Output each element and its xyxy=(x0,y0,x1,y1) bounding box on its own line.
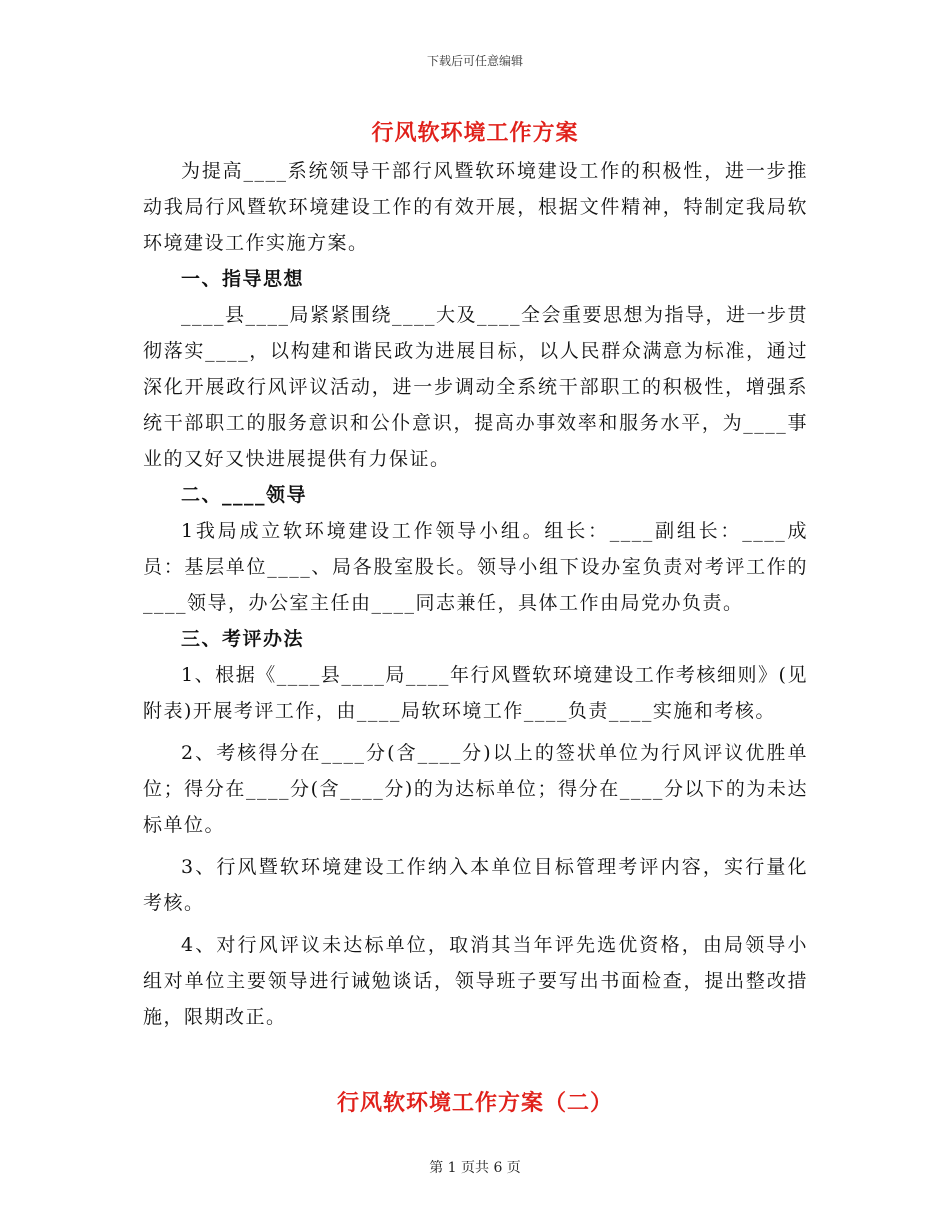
guiding-ideology-paragraph: ____县____局紧紧围绕____大及____全会重要思想为指导，进一步贯彻落实____，以构建和谐民政为进展目标，以人民群众满意为标准，通过深化开展政行风评议活动，进一步调动全系统干部职工的积极性，增强系统干部职工的服务意识和公仆意识，提高办事效率和服务水平，为____事业的又好又快进展提供有力保证。 xyxy=(143,304,809,470)
section-heading-evaluation-method: 三、考评办法 xyxy=(181,628,305,650)
evaluation-item-1: 1、根据《____县____局____年行风暨软环境建设工作考核细则》(见附表)开展考评工作，由____局软环境工作____负责____实施和考核。 xyxy=(143,664,808,722)
intro-paragraph: 为提高____系统领导干部行风暨软环境建设工作的积极性，进一步推动我局行风暨软环境建设工作的有效开展，根据文件精神，特制定我局软环境建设工作实施方案。 xyxy=(143,160,808,254)
document-title: 行风软环境工作方案 xyxy=(371,120,579,146)
leadership-paragraph: 1我局成立软环境建设工作领导小组。组长：____副组长：____成员：基层单位____、局各股室股长。领导小组下设办室负责对考评工作的____领导，办公室主任由____同志兼任，具体工作由局党办负责。 xyxy=(143,520,808,614)
document-body xyxy=(143,153,808,1035)
section-heading-guiding-ideology: 一、指导思想 xyxy=(181,268,305,290)
evaluation-item-4: 4、对行风评议未达标单位，取消其当年评先选优资格，由局领导小组对单位主要领导进行诫勉谈话，领导班子要写出书面检查，提出整改措施，限期改正。 xyxy=(143,934,808,1028)
page-header: 下载后可任意编辑 xyxy=(426,54,523,68)
document-title-part-two: 行风软环境工作方案（二） xyxy=(336,1090,613,1116)
section-heading-leadership: 二、____领导 xyxy=(181,484,308,506)
evaluation-item-3: 3、行风暨软环境建设工作纳入本单位目标管理考评内容，实行量化考核。 xyxy=(143,856,808,914)
evaluation-item-2: 2、考核得分在____分(含____分)以上的签状单位为行风评议优胜单位；得分在____分(含____分)的为达标单位；得分在____分以下的为未达标单位。 xyxy=(143,742,808,836)
page-footer: 第 1 页共 6 页 xyxy=(429,1160,521,1176)
